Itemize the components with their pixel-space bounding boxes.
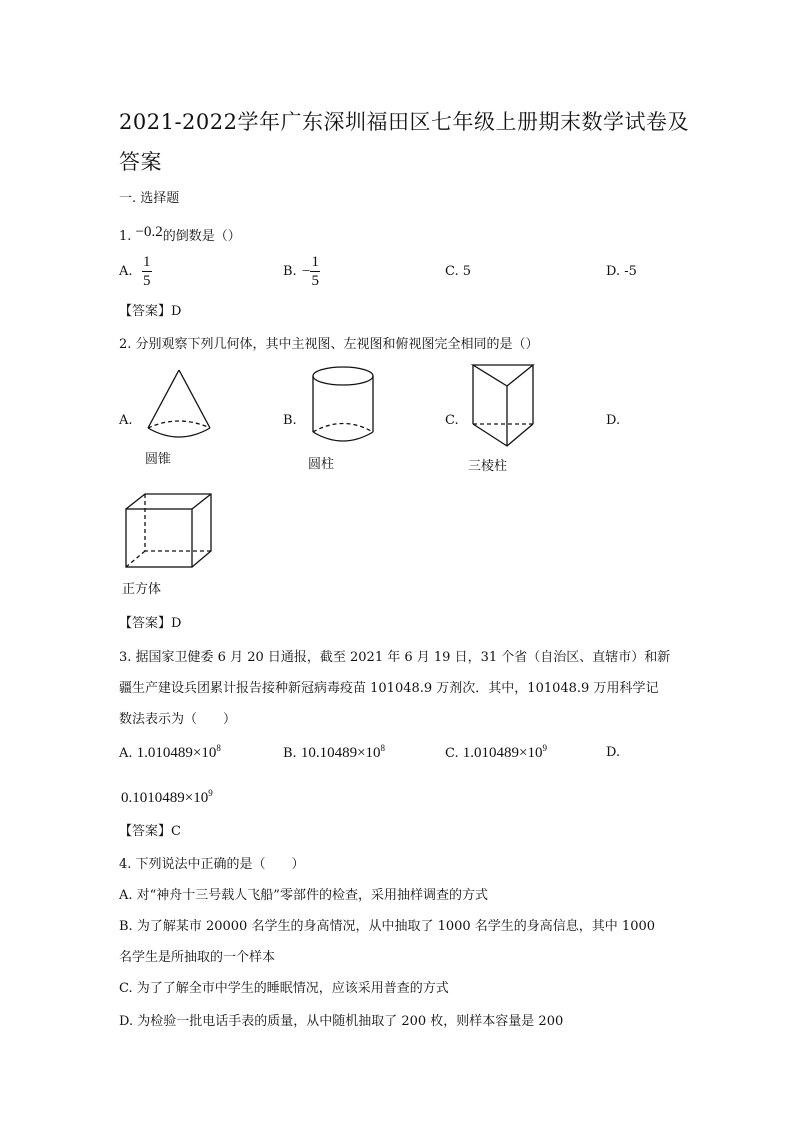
cube-front-face [126, 509, 192, 567]
q4-option-b-line1: B. 为了解某市 20000 名学生的身高情况，从中抽取了 1000 名学生的身高信息，其中 1000 [119, 919, 656, 934]
q3-option-c [445, 745, 547, 762]
q1-option-a-denominator: 5 [143, 273, 151, 289]
q1-option-b-denominator: 5 [311, 273, 319, 289]
q4-option-a: A. 对“神舟十三号载人飞船”零部件的检查，采用抽样调查的方式 [119, 888, 488, 903]
q3-option-a-label: A. [119, 746, 133, 761]
q1-number: 1. [119, 229, 132, 244]
cone-figure [145, 368, 215, 443]
q2-option-d-label: D. [606, 413, 621, 428]
cone-base-back [148, 421, 210, 428]
cone-base-front [148, 428, 210, 437]
q2-option-c-caption: 三棱柱 [468, 459, 508, 474]
q4-option-c: C. 为了了解全市中学生的睡眠情况，应该采用普查的方式 [119, 981, 449, 996]
q1-stem [119, 225, 241, 245]
q2-option-a-label: A. [119, 413, 133, 428]
q3-option-d-value: $0.1010489\times 10^9$ [121, 788, 213, 806]
q3-stem-line3: 数法表示为（ ） [119, 712, 237, 727]
cube-figure [125, 493, 213, 571]
q3-option-a-value: $1.010489\times 10^8$ [136, 743, 221, 761]
q3-option-a [119, 745, 221, 762]
q1-option-c-value: 5 [462, 264, 472, 279]
q1-option-d [606, 264, 637, 279]
q3-answer: 【答案】C [119, 824, 181, 839]
cylinder-top [313, 367, 373, 385]
q1-expression: −0.2 [135, 224, 163, 240]
page-title-line1: 2021-2022学年广东深圳福田区七年级上册期末数学试卷及 [119, 110, 689, 134]
q1-option-b-numerator: 1 [311, 254, 319, 270]
section-heading: 一. 选择题 [119, 191, 180, 206]
q4-option-d: D. 为检验一批电话手表的质量，从中随机抽取了 200 枚，则样本容量是 200 [119, 1014, 564, 1029]
page-title-line2: 答案 [119, 150, 162, 174]
cylinder-base-front [313, 432, 373, 441]
q1-option-c [445, 264, 471, 279]
cylinder-base-back [313, 424, 373, 433]
q1-option-d-value: -5 [624, 264, 637, 279]
q3-option-b [283, 745, 385, 762]
q3-option-c-label: C. [445, 746, 459, 761]
q1-option-a-label: A. [119, 264, 133, 279]
q2-answer: 【答案】D [119, 616, 182, 631]
q1-option-c-label: C. [445, 264, 459, 279]
q1-text: 的倒数是（） [162, 229, 241, 244]
q3-option-b-value: $10.10489\times 10^8$ [300, 743, 386, 761]
q1-option-a-numerator: 1 [143, 254, 151, 270]
prism-top-face [473, 365, 533, 386]
q1-option-b-sign: − [302, 263, 311, 280]
q2-option-a-caption: 圆锥 [145, 452, 172, 467]
q1-option-b-label: B. [283, 264, 297, 279]
q1-option-b-fraction [302, 254, 320, 290]
triangular-prism-figure [472, 364, 536, 450]
q2-option-b-caption: 圆柱 [308, 457, 335, 472]
q1-option-d-label: D. [606, 264, 621, 279]
q2-option-b-label: B. [283, 413, 297, 428]
cylinder-figure [312, 366, 378, 446]
cone-slant-edges [148, 370, 210, 428]
q4-stem: 4. 下列说法中正确的是（ ） [119, 857, 305, 872]
q3-option-b-label: B. [283, 746, 297, 761]
prism-base-front [473, 424, 533, 446]
q1-answer: 【答案】D [119, 304, 182, 319]
q4-option-b-line2: 名学生是所抽取的一个样本 [119, 950, 276, 965]
q2-stem: 2. 分别观察下列几何体，其中主视图、左视图和俯视图完全相同的是（） [119, 337, 539, 352]
cube-hidden-edges [126, 494, 211, 567]
q3-stem-line1: 3. 据国家卫健委 6 月 20 日通报，截至 2021 年 6 月 19 日，31 个省（自治区、直辖市）和新 [119, 650, 671, 665]
q2-option-d-caption: 正方体 [122, 582, 162, 597]
q2-option-c-label: C. [445, 413, 459, 428]
q3-option-c-value: $1.010489\times 10^9$ [462, 743, 547, 761]
q3-option-d-label: D. [606, 745, 621, 760]
q1-option-a-fraction [142, 254, 152, 290]
q3-stem-line2: 疆生产建设兵团累计报告接种新冠病毒疫苗 101048.9 万剂次．其中，101048.9 万用科学记 [119, 681, 659, 696]
